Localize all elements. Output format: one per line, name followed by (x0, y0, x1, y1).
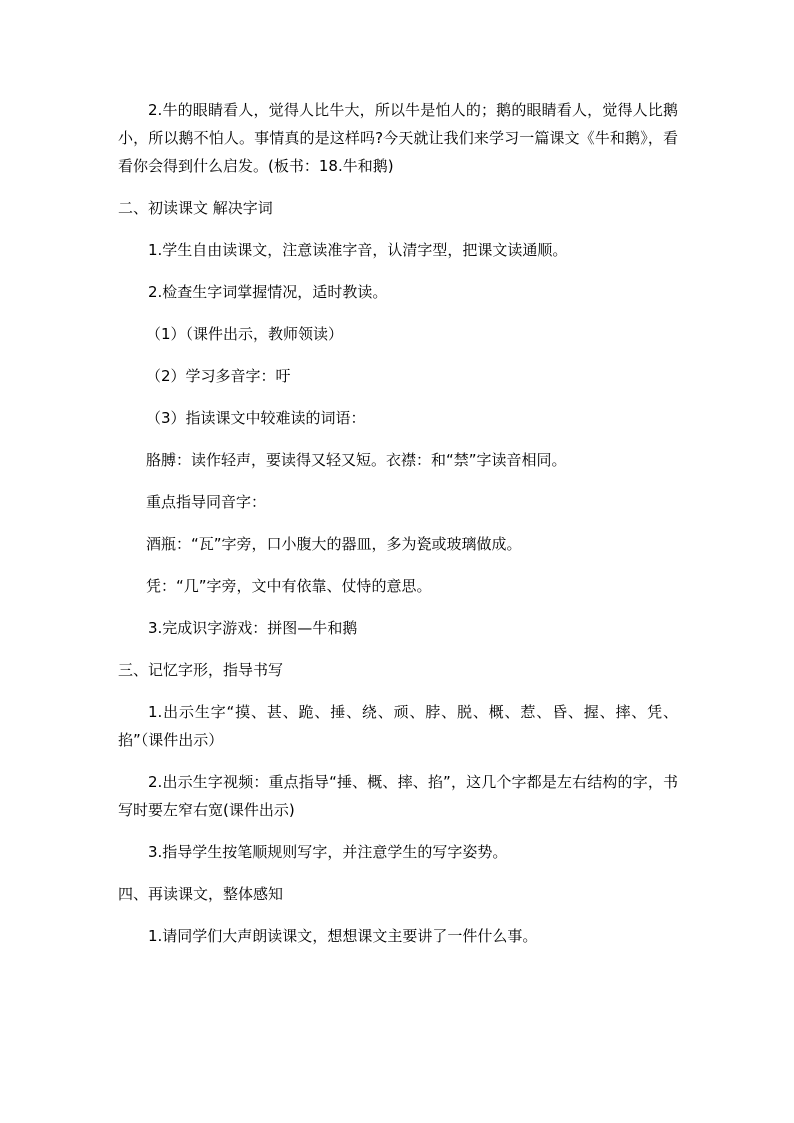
paragraph-writing-2: 2.出示生字视频：重点指导“捶、概、摔、掐”，这几个字都是左右结构的字，书写时要左窄右宽(课件出示) (118, 773, 678, 819)
paragraph-homophone-title: 重点指导同音字： (146, 493, 267, 511)
paragraph-writing-3: 3.指导学生按笔顺规则写字，并注意学生的写字姿势。 (148, 843, 508, 861)
paragraph-intro: 2.牛的眼睛看人，觉得人比牛大，所以牛是怕人的；鹅的眼睛看人，觉得人比鹅小，所以鹅不怕人。事情真的是这样吗?今天就让我们来学习一篇课文《牛和鹅》，看看你会得到什么启发。(板书：18.牛和鹅) (118, 101, 678, 175)
section-heading-4: 四、再读课文，整体感知 (118, 885, 284, 903)
section-heading-3: 三、记忆字形，指导书写 (118, 661, 284, 679)
paragraph-item-3: （3）指读课文中较难读的词语： (146, 409, 366, 427)
paragraph-item-2: （2）学习多音字：吁 (146, 367, 291, 385)
paragraph-item-1: （1）（课件出示，教师领读） (146, 325, 344, 343)
paragraph-step-2: 2.检查生字词掌握情况，适时教读。 (148, 283, 388, 301)
paragraph-writing-1: 1.出示生字“摸、甚、跪、捶、绕、顽、脖、脱、概、惹、昏、握、摔、凭、掐”（课件出示） (118, 703, 678, 749)
paragraph-word-gebo: 胳膊：读作轻声，要读得又轻又短。衣襟：和“禁”字读音相同。 (146, 451, 567, 469)
section-heading-2: 二、初读课文 解决字词 (118, 199, 273, 217)
paragraph-step-3: 3.完成识字游戏：拼图—牛和鹅 (148, 619, 358, 637)
paragraph-word-jiuping: 酒瓶：“瓦”字旁，口小腹大的器皿，多为瓷或玻璃做成。 (146, 535, 522, 553)
document-page (118, 96, 678, 950)
paragraph-reread-1: 1.请同学们大声朗读课文，想想课文主要讲了一件什么事。 (148, 927, 538, 945)
paragraph-word-ping: 凭：“几”字旁，文中有依靠、仗恃的意思。 (146, 577, 432, 595)
paragraph-step-1: 1.学生自由读课文，注意读准字音，认清字型，把课文读通顺。 (148, 241, 568, 259)
